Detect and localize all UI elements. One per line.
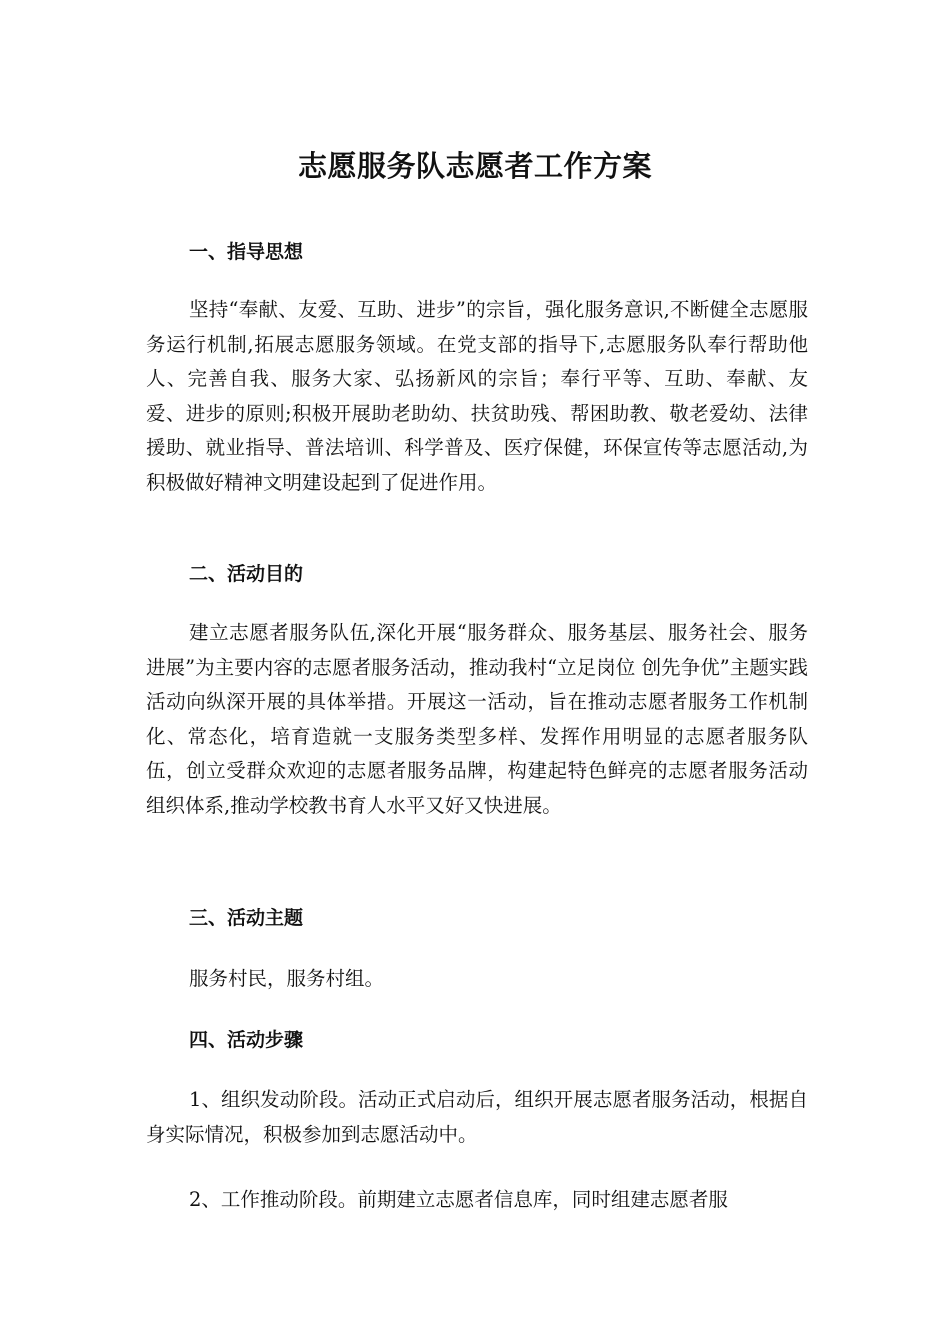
section-heading-guiding-ideology: 一、指导思想 (189, 241, 304, 263)
section-heading-activity-steps: 四、活动步骤 (189, 1029, 304, 1051)
paragraph-guiding-ideology: 坚持“奉献、友爱、互助、进步”的宗旨，强化服务意识,不断健全志愿服务运行机制,拓展志愿服务领域。在党支部的指导下,志愿服务队奉行帮助他人、完善自我、服务大家、弘扬新风的宗旨；奉行平等、互助、奉献、友爱、进步的原则;积极开展助老助幼、扶贫助残、帮困助教、敬老爱幼、法律援助、就业指导、普法培训、科学普及、医疗保健，环保宣传等志愿活动,为积极做好精神文明建设起到了促进作用。 (146, 298, 808, 494)
paragraph-activity-theme: 服务村民，服务村组。 (189, 967, 385, 990)
paragraph-activity-purpose: 建立志愿者服务队伍,深化开展“服务群众、服务基层、服务社会、服务进展”为主要内容的志愿者服务活动，推动我村“立足岗位 创先争优”主题实践活动向纵深开展的具体举措。开展这一活动，旨在推动志愿者服务工作机制化、常态化，培育造就一支服务类型多样、发挥作用明显的志愿者服务队伍，创立受群众欢迎的志愿者服务品牌，构建起特色鲜亮的志愿者服务活动组织体系,推动学校教书育人水平又好又快进展。 (146, 621, 808, 817)
document-title: 志愿服务队志愿者工作方案 (297, 149, 652, 183)
paragraph-step-1: 1、组织发动阶段。活动正式启动后，组织开展志愿者服务活动，根据自身实际情况，积极参加到志愿活动中。 (146, 1088, 808, 1146)
section-heading-activity-purpose: 二、活动目的 (189, 563, 304, 585)
section-heading-activity-theme: 三、活动主题 (189, 907, 304, 929)
paragraph-step-2: 2、工作推动阶段。前期建立志愿者信息库，同时组建志愿者服 (189, 1188, 728, 1211)
